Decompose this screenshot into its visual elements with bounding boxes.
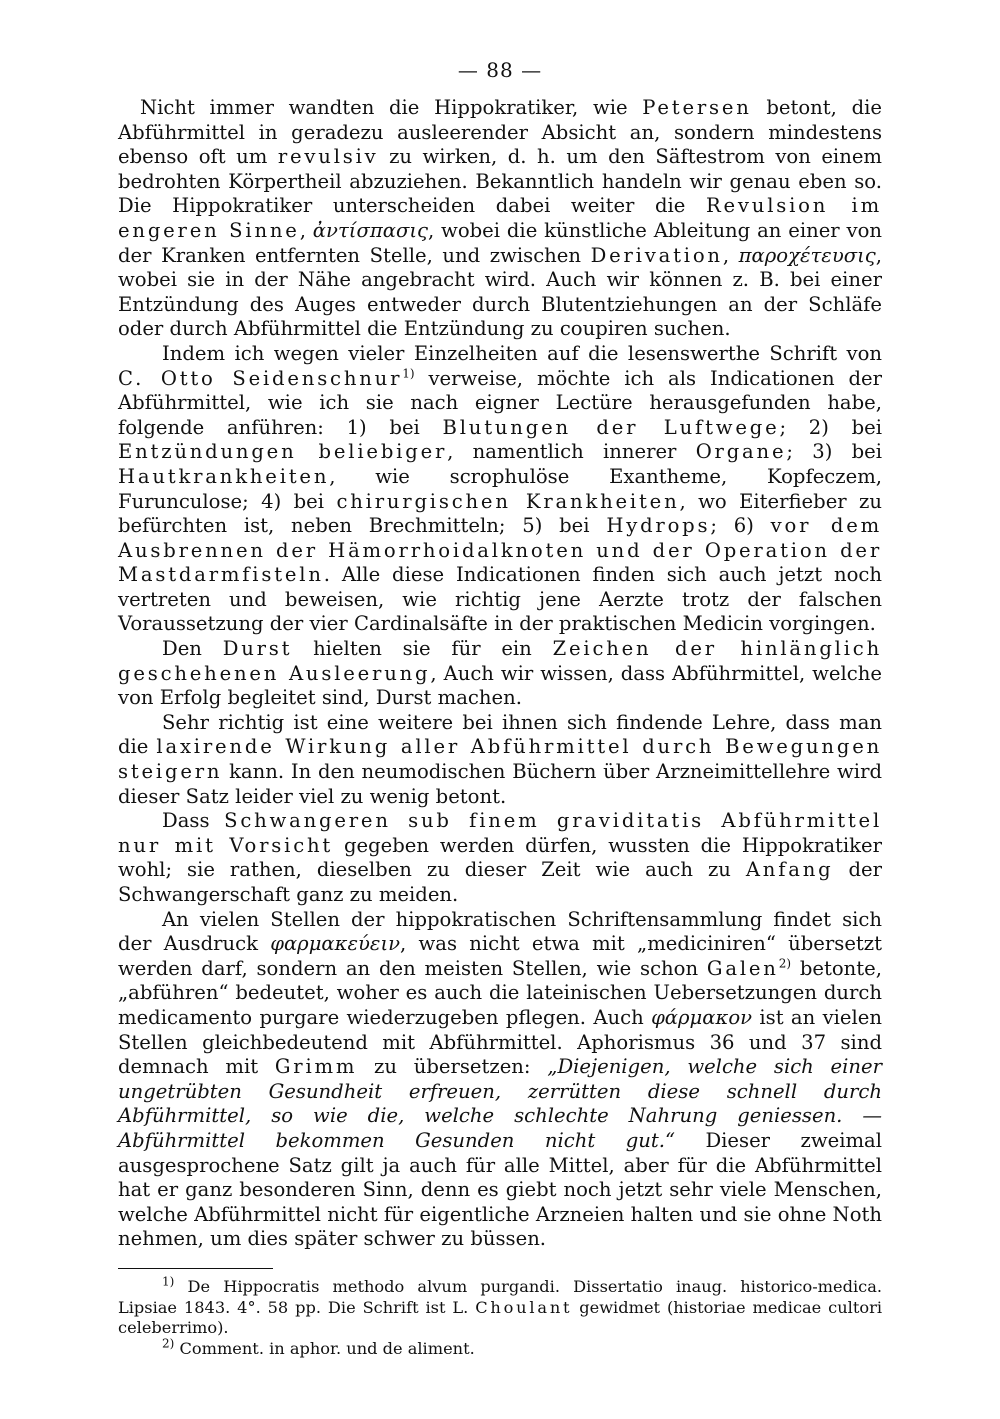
footnote-2 <box>118 1336 882 1360</box>
main-text <box>118 96 882 1252</box>
page-number: — 88 — <box>457 58 543 82</box>
footnote-marker: 2) <box>778 956 792 971</box>
spaced-emphasis: Choulant <box>475 1297 573 1317</box>
spaced-emphasis: laxirende Wirkung aller Abführmittel durch Bewegungen steigern <box>118 735 883 784</box>
text-run: De Hippocratis methodo alvum purgandi. Dissertatio inaug. historico-medica. Lipsiae 1843. 4°. 58 pp. Die Schrift ist L. <box>118 1276 882 1317</box>
spaced-emphasis: revulsiv <box>277 145 379 169</box>
text-run: kann. In den neumodischen Büchern über Arzneimittellehre wird dieser Satz leider viel zu wenig betont. <box>118 760 882 808</box>
text-run: , wie scrophulöse Exantheme, Kopfeczem, Furunculose; 4) bei <box>118 464 882 513</box>
text-run: ; 6) <box>710 514 771 538</box>
text-run: zu übersetzen: <box>357 1055 548 1079</box>
footnote-marker: 1) <box>162 1274 175 1289</box>
text-run: , <box>299 218 313 242</box>
spaced-emphasis: Anfang <box>745 858 834 882</box>
text-run: Nicht immer wandten die Hippokratiker, wie <box>140 96 643 119</box>
footnote-marker: 2) <box>162 1336 175 1351</box>
text-run: , was nicht etwa mit „mediciniren“ übersetzt werden darf, sondern an den meisten Stellen, wie schon <box>118 932 882 980</box>
text-run: Dieser zweimal ausgesprochene Satz gilt ja auch für alle Mittel, aber für die Abführmittel hat er ganz besonderen Sinn, denn es giebt noch jetzt sehr viele Menschen, welche Abführmittel nicht für eigentliche Arzneien halten und sie ohne Noth nehmen, um dies später schwer zu büssen. <box>118 1128 882 1251</box>
spaced-emphasis: Blutungen der Luftwege <box>442 415 780 439</box>
text-run: verweise, möchte ich als Indicationen der Abführmittel, wie ich sie nach eigner Lectüre herausgefunden habe, folgende anführen: 1) bei <box>118 366 882 439</box>
spaced-emphasis: chirurgischen Krankheiten <box>336 489 680 513</box>
text-run: zu wirken, d. h. um den Säftestrom von einem bedrohten Körpertheil abzuziehen. Bekanntlich handeln wir genau eben so. Die Hippokratiker unterscheiden dabei weiter die <box>118 145 882 218</box>
spaced-emphasis: Zeichen der hinlänglich geschehenen Ausleerung <box>118 637 882 685</box>
text-run: Den <box>162 637 223 661</box>
paragraph-1 <box>118 96 882 342</box>
text-run: , namentlich innerer <box>447 440 696 464</box>
greek-term: ἀντίσπασις <box>312 218 428 242</box>
text-run: , wobei die künstliche Ableitung an einer von der Kranken entfernten Stelle, und zwischen <box>118 218 882 267</box>
text-run: ; 2) bei <box>779 415 882 439</box>
text-run: , wobei sie in der Nähe angebracht wird. Auch wir können z. B. bei einer Entzündung des Auges entweder durch Blutentziehungen an der Schläfe oder durch Abführmittel die Entzündung zu coupiren suchen. <box>118 243 882 341</box>
paragraph-4 <box>118 711 882 809</box>
spaced-emphasis: Durst <box>222 637 293 661</box>
paragraph-2 <box>118 342 882 637</box>
footnote-divider <box>118 1268 273 1269</box>
text-run: , Auch wir wissen, dass Abführmittel, welche von Erfolg begleitet sind, Durst machen. <box>118 661 882 710</box>
footnote-1 <box>118 1274 882 1339</box>
paragraph-5 <box>118 809 882 907</box>
text-run: ; 3) bei <box>786 440 883 464</box>
spaced-emphasis: C. Otto Seidenschnur <box>118 366 403 390</box>
text-run: betont, die Abführmittel in geradezu ausleerender Absicht an, sondern mindestens ebenso oft um <box>118 96 882 169</box>
text-run: ist an vielen Stellen gleichbedeutend mit Abführmittel. Aphorismus 36 und 37 sind demnach mit <box>118 1005 882 1079</box>
paragraph-3 <box>118 637 882 711</box>
spaced-emphasis: Galen <box>706 956 779 980</box>
text-run: , wo Eiterfieber zu befürchten ist, neben Brechmitteln; 5) bei <box>118 489 882 538</box>
text-run: betonte, „abführen“ bedeutet, woher es auch die lateinischen Uebersetzungen durch medicamento purgare wiederzugeben pflegen. Auch <box>118 956 882 1029</box>
text-run: Indem ich wegen vieler Einzelheiten auf die lesenswerthe Schrift von <box>162 341 882 365</box>
text-run: Sehr richtig ist eine weitere bei ihnen sich findende Lehre, dass man die <box>118 710 882 759</box>
spaced-emphasis: Derivation <box>590 243 723 267</box>
text-run: der Schwangerschaft ganz zu meiden. <box>118 858 882 906</box>
spaced-emphasis: Petersen <box>642 96 752 119</box>
text-run: Dass <box>162 809 225 833</box>
spaced-emphasis: vor dem Ausbrennen der Hämorrhoidalknoten und der Operation der Mastdarmfisteln <box>118 514 883 587</box>
footnote-marker: 1) <box>402 366 415 380</box>
paragraph-6 <box>118 908 882 1252</box>
greek-term: φαρμακεύειν <box>270 932 401 956</box>
text-run: hielten sie für ein <box>292 637 553 661</box>
spaced-emphasis: Entzündungen beliebiger <box>118 440 448 464</box>
text-run: gegeben werden dürfen, wussten die Hippokratiker wohl; sie rathen, dieselben zu dieser Zeit wie auch zu <box>118 833 882 882</box>
greek-term: παροχέτευσις <box>738 243 876 267</box>
text-run: , <box>722 243 739 267</box>
spaced-emphasis: Revulsion im engeren Sinne <box>118 194 883 242</box>
spaced-emphasis: Hydrops <box>606 514 711 538</box>
italic-quote: „Diejenigen, welche sich einer ungetrübten Gesundheit erfreuen, zerrütten diese schnell durch Abführmittel, so wie die, welche schlechte Nahrung geniessen. — Abführmittel bekommen Gesunden nicht gut.“ <box>118 1055 882 1152</box>
text-run: An vielen Stellen der hippokratischen Schriftensammlung findet sich der Ausdruck <box>118 907 882 956</box>
footnotes <box>118 1274 882 1359</box>
text-run: . Alle diese Indicationen finden sich auch jetzt noch vertreten und beweisen, wie richtig jene Aerzte trotz der falschen Voraussetzung der vier Cardinalsäfte in der praktischen Medicin vorgingen. <box>118 563 882 636</box>
spaced-emphasis: Grimm <box>274 1055 358 1079</box>
text-run: Comment. in aphor. und de aliment. <box>174 1338 475 1358</box>
text-run: gewidmet (historiae medicae cultori celeberrimo). <box>118 1297 882 1338</box>
greek-term: φάρμακον <box>651 1005 753 1029</box>
spaced-emphasis: Hautkrankheiten <box>118 464 330 488</box>
spaced-emphasis: Organe <box>695 440 787 464</box>
spaced-emphasis: Schwangeren sub finem graviditatis Abführmittel nur mit Vorsicht <box>118 809 883 857</box>
